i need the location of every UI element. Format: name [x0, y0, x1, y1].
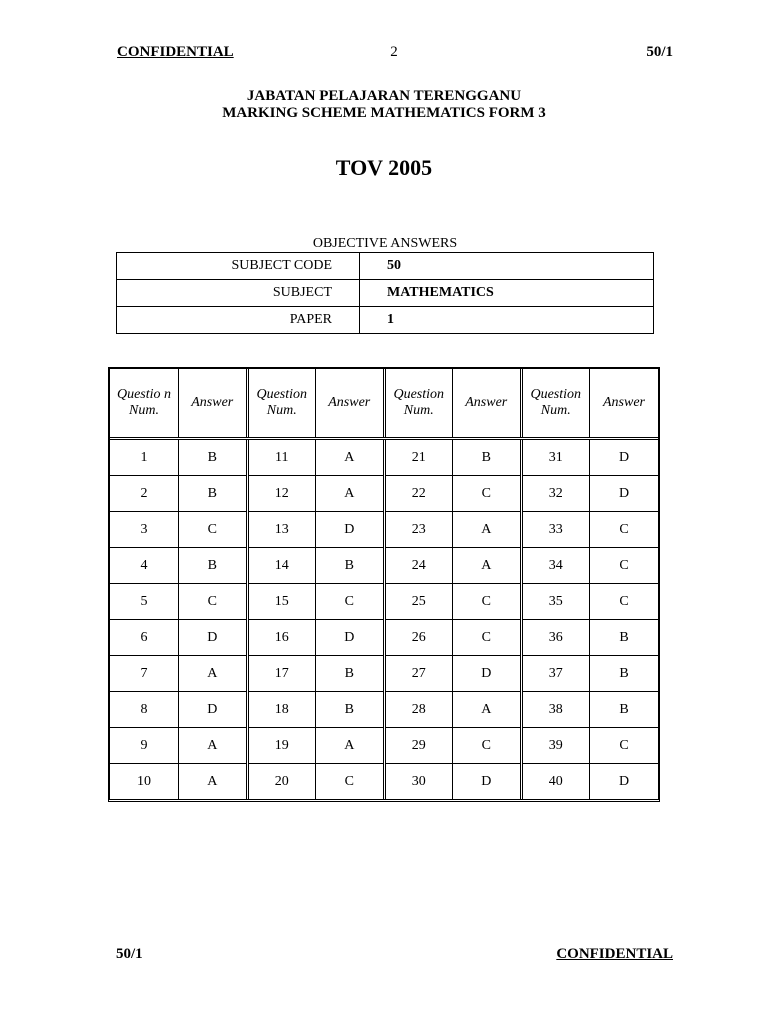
question-number-cell: 35 — [521, 584, 590, 620]
question-number-cell: 18 — [247, 692, 316, 728]
question-number-cell: 9 — [110, 728, 179, 764]
table-row — [110, 620, 658, 656]
header-question-number: Question Num. — [521, 369, 590, 439]
question-number-cell: 5 — [110, 584, 179, 620]
answer-cell: D — [453, 764, 522, 800]
table-row — [110, 512, 658, 548]
answer-cell: A — [316, 728, 385, 764]
header-confidential: CONFIDENTIAL — [117, 44, 234, 60]
question-number-cell: 11 — [247, 439, 316, 476]
answer-cell: B — [179, 439, 248, 476]
answer-cell: D — [179, 692, 248, 728]
answer-cell: C — [316, 764, 385, 800]
table-row — [110, 728, 658, 764]
question-number-cell: 40 — [521, 764, 590, 800]
info-label: PAPER — [117, 307, 360, 334]
answer-cell: B — [179, 548, 248, 584]
question-number-cell: 7 — [110, 656, 179, 692]
question-number-cell: 26 — [384, 620, 453, 656]
question-number-cell: 36 — [521, 620, 590, 656]
footer-paper-code: 50/1 — [116, 946, 143, 962]
info-value: MATHEMATICS — [360, 280, 654, 307]
question-number-cell: 22 — [384, 476, 453, 512]
answer-table-body — [110, 439, 658, 800]
question-number-cell: 1 — [140, 449, 148, 465]
question-number-cell: 31 — [521, 439, 590, 476]
question-number-cell: 15 — [247, 584, 316, 620]
header-paper-code: 50/1 — [646, 44, 673, 60]
table-row — [110, 548, 658, 584]
question-number-cell: 37 — [521, 656, 590, 692]
exam-title: TOV 2005 — [335, 155, 433, 180]
answer-cell: A — [179, 728, 248, 764]
header-question-number: Question Num. — [247, 369, 316, 439]
answer-cell: C — [179, 584, 248, 620]
info-row — [117, 280, 654, 307]
answer-cell: B — [316, 548, 385, 584]
question-number-cell: 12 — [247, 476, 316, 512]
header-question-number: Questio n Num. — [110, 369, 179, 439]
question-number-cell: 29 — [384, 728, 453, 764]
info-label: SUBJECT CODE — [117, 253, 360, 280]
question-number-cell: 8 — [110, 692, 179, 728]
answer-cell: C — [590, 728, 659, 764]
answer-cell: D — [590, 764, 659, 800]
table-row — [110, 764, 658, 800]
answer-cell: C — [316, 584, 385, 620]
answer-cell: B — [316, 656, 385, 692]
answer-cell: A — [179, 656, 248, 692]
answer-cell: D — [590, 439, 659, 476]
info-label: SUBJECT — [117, 280, 360, 307]
question-number-cell: 25 — [384, 584, 453, 620]
header-answer: Answer — [453, 369, 522, 439]
answer-cell: A — [453, 692, 522, 728]
table-row — [110, 584, 658, 620]
page-number: 2 — [390, 44, 398, 60]
question-number-cell: 19 — [247, 728, 316, 764]
footer-confidential: CONFIDENTIAL — [556, 946, 673, 962]
info-value: 1 — [360, 307, 654, 334]
answer-cell: A — [316, 439, 385, 476]
table-row — [110, 656, 658, 692]
answer-cell: C — [179, 512, 248, 548]
answer-cell: C — [453, 620, 522, 656]
answer-cell: C — [590, 512, 659, 548]
header-question-number: Question Num. — [384, 369, 453, 439]
question-number-cell: 17 — [247, 656, 316, 692]
answer-cell: C — [590, 548, 659, 584]
answer-cell: C — [453, 476, 522, 512]
answer-cell: B — [453, 439, 522, 476]
question-number-cell: 38 — [521, 692, 590, 728]
question-number-cell: 28 — [384, 692, 453, 728]
table-row — [110, 692, 658, 728]
table-row — [110, 476, 658, 512]
question-number-cell: 21 — [384, 439, 453, 476]
answer-cell: A — [453, 548, 522, 584]
answer-cell: C — [453, 584, 522, 620]
objective-answers-caption: OBJECTIVE ANSWERS — [312, 236, 458, 251]
question-number-cell: 10 — [110, 764, 179, 800]
table-row — [110, 439, 658, 476]
question-number-cell: 23 — [384, 512, 453, 548]
question-number-cell: 34 — [521, 548, 590, 584]
answer-table — [110, 369, 658, 799]
question-number-cell: 4 — [110, 548, 179, 584]
question-number-cell: 13 — [247, 512, 316, 548]
question-number-cell: 30 — [384, 764, 453, 800]
answer-cell: A — [453, 512, 522, 548]
answer-cell: B — [590, 692, 659, 728]
info-row — [117, 307, 654, 334]
answer-cell: D — [453, 656, 522, 692]
question-number-cell: 14 — [247, 548, 316, 584]
question-number-cell: 3 — [110, 512, 179, 548]
question-number-cell: 16 — [247, 620, 316, 656]
header-answer: Answer — [179, 369, 248, 439]
answer-cell: B — [590, 656, 659, 692]
answer-cell: D — [590, 476, 659, 512]
answer-table-header — [110, 369, 658, 439]
answer-cell: B — [316, 692, 385, 728]
subject-info-table — [116, 252, 654, 334]
answer-cell: D — [179, 620, 248, 656]
header-answer: Answer — [590, 369, 659, 439]
answer-cell: A — [316, 476, 385, 512]
answer-cell: D — [316, 512, 385, 548]
question-number-cell: 20 — [247, 764, 316, 800]
header-answer: Answer — [316, 369, 385, 439]
title-marking-scheme: MARKING SCHEME MATHEMATICS FORM 3 — [222, 105, 546, 121]
info-value: 50 — [360, 253, 654, 280]
document-title — [0, 88, 768, 122]
question-number-cell: 24 — [384, 548, 453, 584]
answer-cell: D — [316, 620, 385, 656]
title-department: JABATAN PELAJARAN TERENGGANU — [246, 88, 522, 104]
answer-cell: B — [179, 476, 248, 512]
info-row — [117, 253, 654, 280]
question-number-cell: 6 — [110, 620, 179, 656]
question-number-cell: 32 — [521, 476, 590, 512]
question-number-cell: 2 — [110, 476, 179, 512]
answer-table-frame — [108, 367, 660, 802]
question-number-cell: 33 — [521, 512, 590, 548]
answer-cell: C — [590, 584, 659, 620]
answer-cell: B — [590, 620, 659, 656]
question-number-cell: 27 — [384, 656, 453, 692]
answer-cell: C — [453, 728, 522, 764]
answer-cell: A — [179, 764, 248, 800]
question-number-cell: 39 — [521, 728, 590, 764]
